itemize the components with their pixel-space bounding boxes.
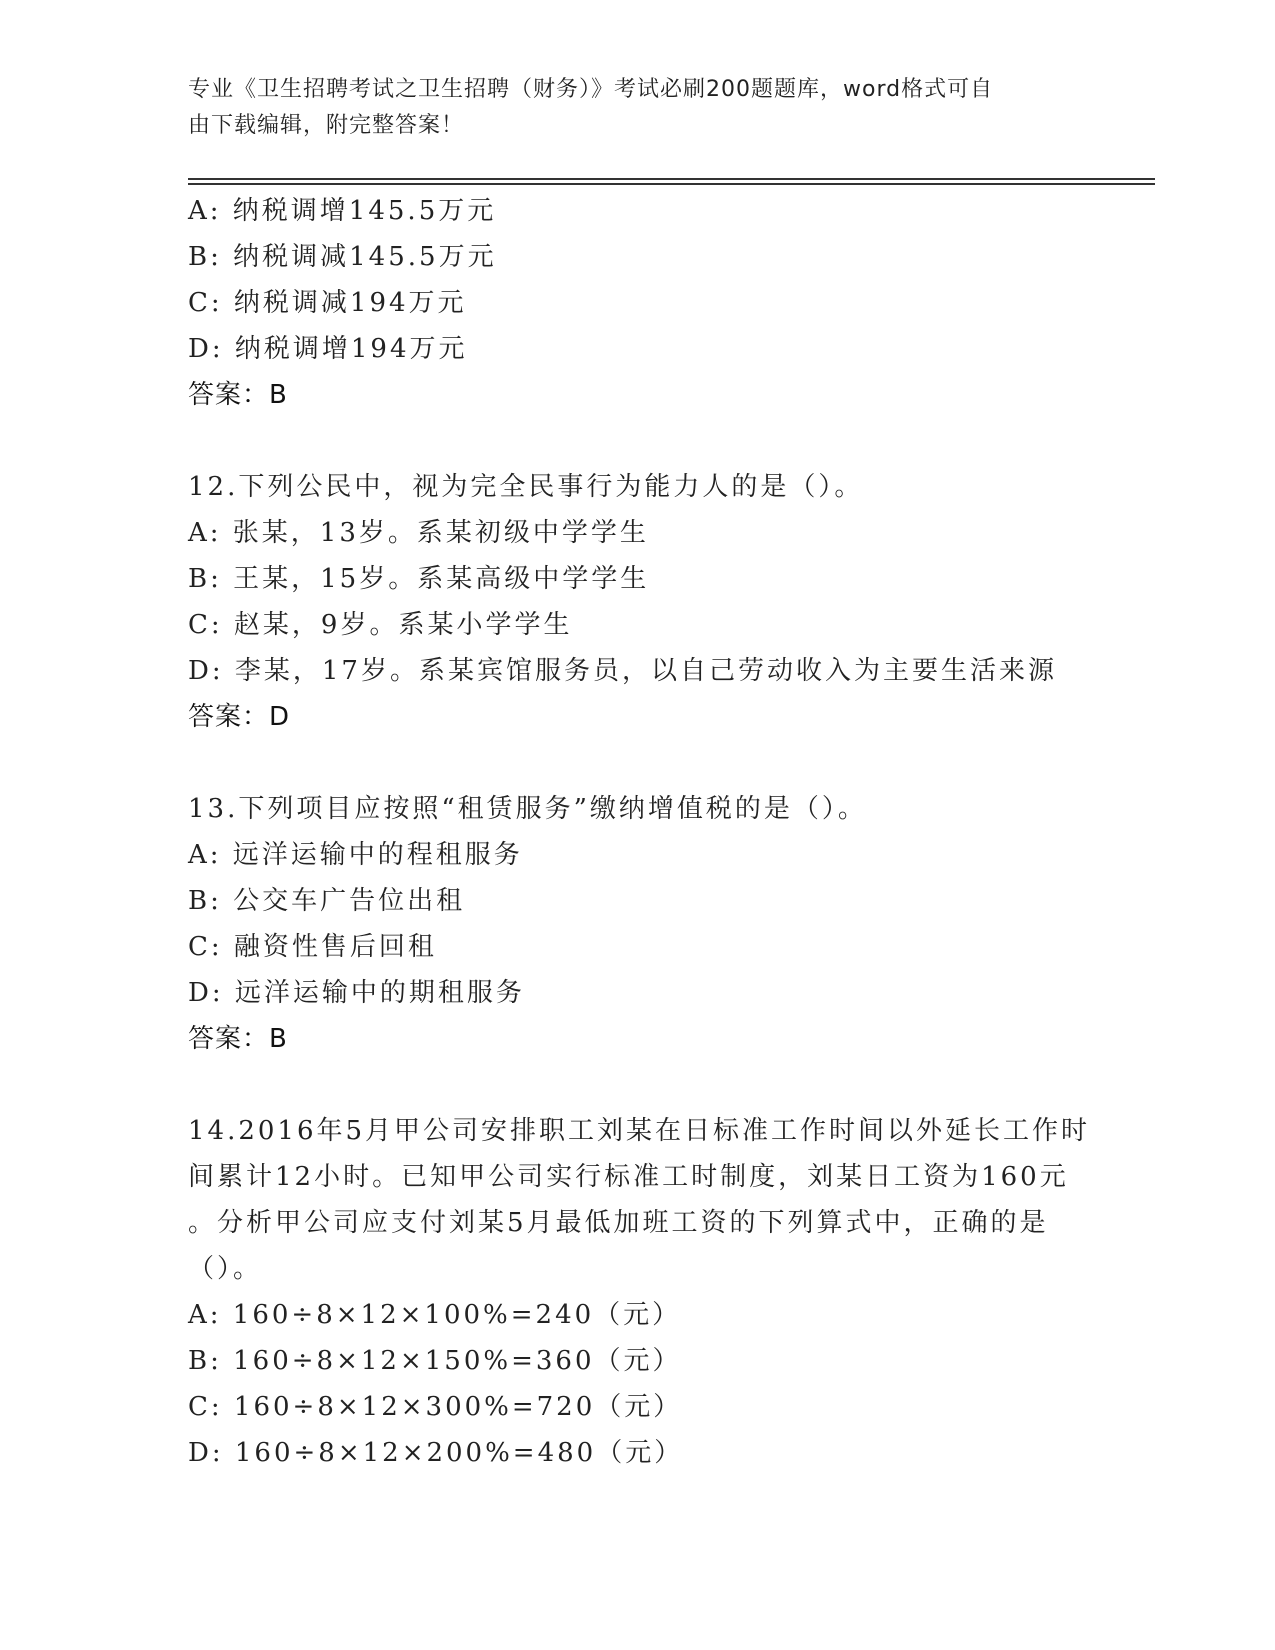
option-a: A: 纳税调增145.5万元 xyxy=(188,196,497,226)
option-b: B: 160÷8×12×150%=360（元） xyxy=(188,1346,682,1376)
document-header xyxy=(188,72,1088,144)
answer-label: 答案：D xyxy=(188,702,291,732)
header-divider-bottom xyxy=(188,183,1155,185)
option-c: C: 赵某，9岁。系某小学学生 xyxy=(188,610,573,640)
header-line-1: 专业《卫生招聘考试之卫生招聘（财务）》考试必刷200题题库，word格式可自 xyxy=(188,77,994,102)
option-d: D: 远洋运输中的期租服务 xyxy=(188,978,525,1008)
option-d: D: 纳税调增194万元 xyxy=(188,334,468,364)
question-stem: 12.下列公民中，视为完全民事行为能力人的是（）。 xyxy=(188,472,864,502)
question-stem: 13.下列项目应按照“租赁服务”缴纳增值税的是（）。 xyxy=(188,794,867,824)
option-b: B: 王某，15岁。系某高级中学学生 xyxy=(188,564,650,594)
answer-label: 答案：B xyxy=(188,380,288,410)
option-c: C: 纳税调减194万元 xyxy=(188,288,467,318)
question-stem-line-3: 。分析甲公司应支付刘某5月最低加班工资的下列算式中，正确的是 xyxy=(188,1208,1049,1238)
option-b: B: 纳税调减145.5万元 xyxy=(188,242,497,272)
option-a: A: 160÷8×12×100%=240（元） xyxy=(188,1300,682,1330)
question-13 xyxy=(188,786,1108,1062)
question-stem-line-4: （）。 xyxy=(188,1254,263,1284)
spacer xyxy=(188,418,1108,464)
option-a: A: 远洋运输中的程租服务 xyxy=(188,840,523,870)
option-c: C: 160÷8×12×300%=720（元） xyxy=(188,1392,683,1422)
question-list xyxy=(188,188,1108,1476)
question-14 xyxy=(188,1108,1108,1476)
answer-label: 答案：B xyxy=(188,1024,288,1054)
header-line-2: 由下载编辑，附完整答案！ xyxy=(188,113,465,138)
spacer xyxy=(188,1062,1108,1108)
question-stem-line-1: 14.2016年5月甲公司安排职工刘某在日标准工作时间以外延长工作时 xyxy=(188,1116,1091,1146)
option-d: D: 160÷8×12×200%=480（元） xyxy=(188,1438,684,1468)
option-a: A: 张某，13岁。系某初级中学学生 xyxy=(188,518,649,548)
spacer xyxy=(188,740,1108,786)
question-11 xyxy=(188,188,1108,418)
question-12 xyxy=(188,464,1108,740)
header-divider-top xyxy=(188,178,1155,180)
option-c: C: 融资性售后回租 xyxy=(188,932,437,962)
option-b: B: 公交车广告位出租 xyxy=(188,886,466,916)
option-d: D: 李某，17岁。系某宾馆服务员，以自己劳动收入为主要生活来源 xyxy=(188,656,1057,686)
question-stem-line-2: 间累计12小时。已知甲公司实行标准工时制度，刘某日工资为160元 xyxy=(188,1162,1069,1192)
